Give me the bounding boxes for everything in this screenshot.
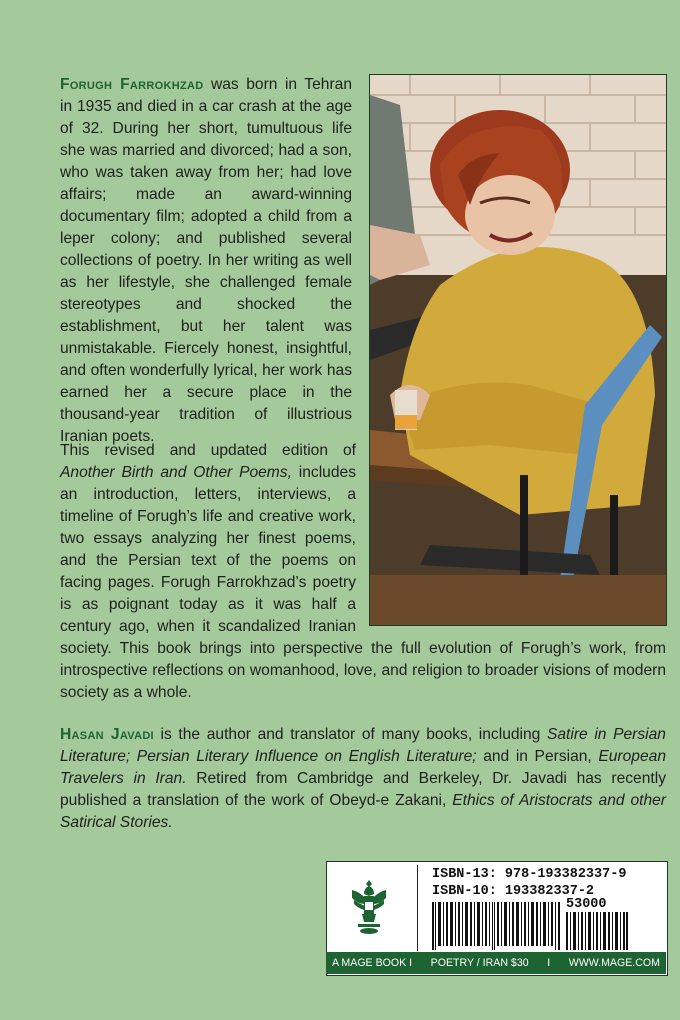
category-price-label: POETRY / IRAN $30 — [430, 957, 529, 969]
isbn-block — [432, 866, 626, 900]
translator-book-3: Ethics of Aristocrats and other Satirical Stories. — [60, 792, 666, 831]
translator-book-2: European Travelers in Iran. — [60, 748, 666, 787]
barcode-divider — [417, 865, 418, 951]
book-title: Another Birth and Other Poems, — [60, 464, 292, 481]
translator-book-1: Satire in Persian Literature; Persian Literary Influence on English Literature; — [60, 726, 666, 765]
publisher-label: A MAGE BOOK I — [332, 957, 413, 969]
edition-description — [60, 440, 666, 704]
author-name: Forugh Farrokhzad — [60, 76, 204, 93]
isbn-barcode — [432, 902, 560, 950]
mage-eagle-logo-icon — [350, 878, 388, 934]
translator-bio — [60, 724, 666, 834]
edition-intro: This revised and updated edition of — [60, 442, 356, 459]
price-code: 53000 — [566, 897, 607, 912]
edition-text: includes an introduction, letters, interviews, a timeline of Forugh’s life and creative work, two essays analyzing her finest poems, and the Persian text of the poems on facing pages. Forugh Farrokhzad’s poetry is as poignant today as it was half a century ago, when it scandalized Iranian society. This book brings into perspective the full evolution of Forugh’s work, from introspective reflections on womanhood, love, and religion to broader visions of modern society as a whole. — [60, 464, 666, 701]
price-barcode — [566, 912, 628, 950]
translator-text-2: and in Persian, — [476, 748, 599, 765]
photo-wrap-spacer — [356, 440, 666, 628]
publisher-footer-bar — [326, 952, 666, 974]
author-bio-paragraph — [60, 74, 352, 448]
translator-text-1: is the author and translator of many books, including — [153, 726, 547, 743]
isbn-13: ISBN-13: 978-193382337-9 — [432, 867, 627, 882]
translator-name: Hasan Javadi — [60, 726, 154, 743]
translator-text-3: Retired from Cambridge and Berkeley, Dr. Javadi has recently published a translation of the work of Obeyd-e Zakani, — [60, 770, 666, 809]
footer-separator: I — [547, 957, 551, 969]
isbn-10: ISBN-10: 193382337-2 — [432, 884, 595, 899]
translator-paragraph — [60, 724, 666, 834]
website-label: WWW.MAGE.COM — [568, 957, 660, 969]
author-bio-text: was born in Tehran in 1935 and died in a car crash at the age of 32. During her short, tumultuous life she was married and divorced; had a son, who was taken away from her; had love affairs; made an award-winning documentary film; adopted a child from a leper colony; and published several collections of poetry. In her writing as well as her lifestyle, she challenged female stereotypes and shocked the establishment, but her talent was unmistakable. Fiercely honest, insightful, and often wonderfully lyrical, her work has earned her a secure place in the thousand-year tradition of illustrious Iranian poets. — [60, 76, 352, 445]
